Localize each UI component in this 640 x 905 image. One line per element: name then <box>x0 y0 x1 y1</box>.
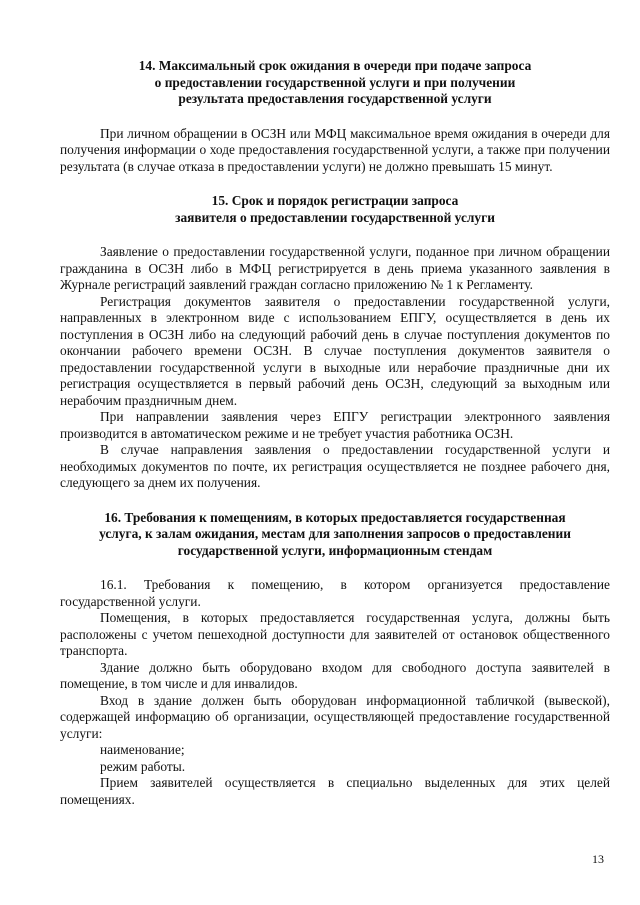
section-14-title <box>60 58 610 108</box>
section-title-line: 14. Максимальный срок ожидания в очереди при подаче запроса <box>138 58 532 73</box>
paragraph: Вход в здание должен быть оборудован информационной табличкой (вывеской), содержащей информацию об организации, осуществляющей предоставление государственной услуги: <box>60 692 610 741</box>
section-16-title <box>60 510 610 560</box>
paragraph: Прием заявителей осуществляется в специально выделенных для этих целей помещениях. <box>60 775 610 807</box>
paragraph: При личном обращении в ОСЗН или МФЦ максимальное время ожидания в очереди для получения информации о ходе предоставления государственной услуги, а также при получении результата (в случае отказа в предоставлении услуги) не должно превышать 15 минут. <box>60 125 610 174</box>
section-title-line: результата предоставления государственной услуги <box>178 91 492 106</box>
list-item: наименование; <box>100 742 185 757</box>
paragraph: Помещения, в которых предоставляется государственная услуга, должны быть расположены с учетом пешеходной доступности для заявителей от остановок общественного транспорта. <box>60 610 610 658</box>
section-title-line: 15. Срок и порядок регистрации запроса <box>211 193 459 208</box>
list-item: режим работы. <box>100 758 186 774</box>
paragraph: Здание должно быть оборудовано входом для свободного доступа заявителей в помещение, в том числе и для инвалидов. <box>60 659 610 691</box>
section-title-line: государственной услуги, информационным стендам <box>177 542 493 558</box>
paragraph: Заявление о предоставлении государственной услуги, поданное при личном обращении гражданина в ОСЗН либо в МФЦ регистрируется в день приема указанного заявления в Журнале регистраций заявлений граждан согласно приложению № 1 к Регламенту. <box>60 244 610 292</box>
section-title-line: заявителя о предоставлении государственной услуги <box>175 209 495 225</box>
section-title-line: о предоставлении государственной услуги и при получении <box>154 74 516 90</box>
page-number: 13 <box>592 852 604 866</box>
paragraph: 16.1. Требования к помещению, в котором организуется предоставление государственной услуги. <box>60 577 610 609</box>
paragraph: В случае направления заявления о предоставлении государственной услуги и необходимых документов по почте, их регистрация осуществляется не позднее рабочего дня, следующего за днем их получения. <box>60 442 610 490</box>
section-title-line: услуга, к залам ожидания, местам для заполнения запросов о предоставлении <box>99 526 571 541</box>
document-page <box>60 58 610 808</box>
section-title-line: 16. Требования к помещениям, в которых предоставляется государственная <box>104 509 566 525</box>
paragraph: Регистрация документов заявителя о предоставлении государственной услуги, направленных в электронном виде с использованием ЕПГУ, осуществляется в день их поступления в ОСЗН либо на следующий рабочий день в случае поступления документов по окончании рабочего времени ОСЗН. В случае поступления документов заявителя о предоставлении государственной услуги в выходные или нерабочие праздничные дни их регистрация осуществляется в первый рабочий день ОСЗН, следующий за выходным или нерабочим праздничным днем. <box>60 293 610 408</box>
section-15-title <box>60 193 610 226</box>
paragraph: При направлении заявления через ЕПГУ регистрации электронного заявления производится в автоматическом режиме и не требует участия работника ОСЗН. <box>60 409 610 441</box>
